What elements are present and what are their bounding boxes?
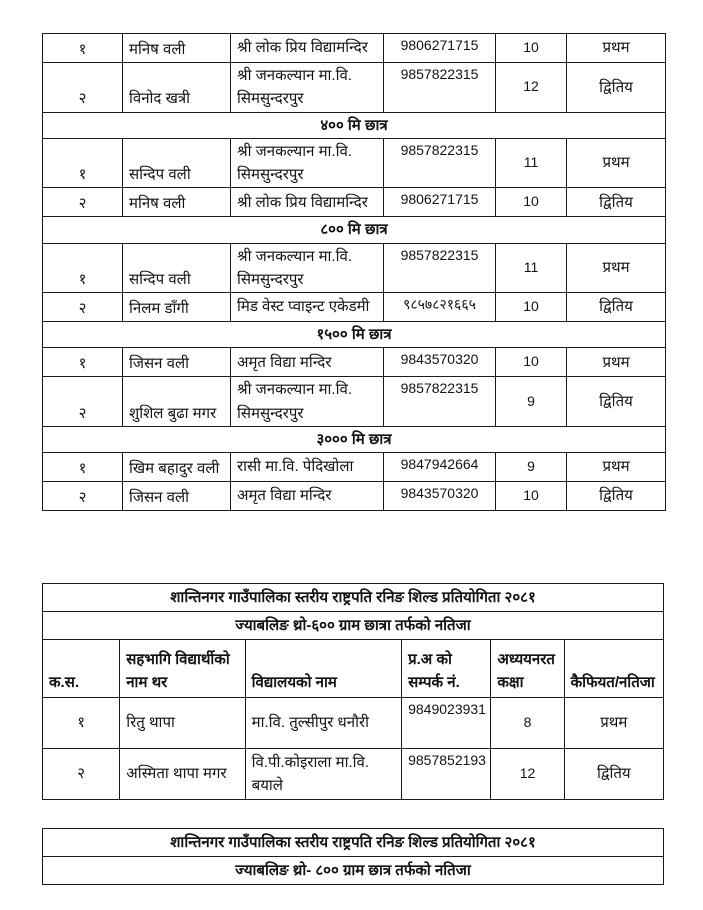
javelin-600-table	[42, 583, 664, 800]
event-section-title: ३००० मि छात्र	[43, 426, 666, 452]
school-cell: अमृत विद्या मन्दिर	[231, 482, 384, 511]
school-cell: श्री जनकल्यान मा.वि. सिमसुन्दरपुर	[231, 243, 384, 293]
result-cell: द्वितिय	[567, 293, 666, 322]
result-cell: प्रथम	[567, 243, 666, 293]
grade-cell: 9	[496, 453, 567, 482]
table-subtitle-row	[43, 612, 664, 640]
event-subtitle: ज्याबलिङ थ्रो- ८०० ग्राम छात्र तर्फको नतिजा	[43, 857, 664, 885]
grade-cell: 12	[496, 63, 567, 113]
grade-cell: 11	[496, 243, 567, 293]
result-cell: प्रथम	[567, 453, 666, 482]
grade-cell: 11	[496, 138, 567, 188]
table-title-row	[43, 584, 664, 612]
table-row	[43, 34, 666, 63]
table-row	[43, 188, 666, 217]
phone-cell: ९८५७८२१६६५	[384, 293, 496, 322]
grade-cell: 10	[496, 188, 567, 217]
phone-cell: 9857822315	[384, 377, 496, 427]
serial-cell: २	[43, 293, 123, 322]
name-cell: जिसन वली	[123, 482, 231, 511]
school-cell: श्री जनकल्यान मा.वि. सिमसुन्दरपुर	[231, 138, 384, 188]
grade-cell: 9	[496, 377, 567, 427]
result-cell: प्रथम	[567, 348, 666, 377]
name-cell: निलम डाँगी	[123, 293, 231, 322]
serial-cell: १	[43, 453, 123, 482]
serial-cell: २	[43, 749, 120, 800]
phone-cell: 9843570320	[384, 482, 496, 511]
table-title-row	[43, 829, 664, 857]
column-header-result: कैफियत/नतिजा	[564, 640, 663, 698]
name-cell: विनोद खत्री	[123, 63, 231, 113]
event-section-title: १५०० मि छात्र	[43, 322, 666, 348]
competition-title: शान्तिनगर गाउँपालिका स्तरीय राष्ट्रपति रनिङ शिल्ड प्रतियोगिता २०८१	[43, 584, 664, 612]
grade-cell: 10	[496, 482, 567, 511]
phone-cell: 9806271715	[384, 34, 496, 63]
table-row	[43, 453, 666, 482]
name-cell: जिसन वली	[123, 348, 231, 377]
table-row	[43, 63, 666, 113]
phone-cell: 9843570320	[384, 348, 496, 377]
school-cell: श्री जनकल्यान मा.वि. सिमसुन्दरपुर	[231, 377, 384, 427]
event-section-title: ४०० मि छात्र	[43, 112, 666, 138]
serial-cell: १	[43, 34, 123, 63]
result-cell: प्रथम	[567, 138, 666, 188]
result-cell: द्वितिय	[567, 377, 666, 427]
event-subtitle: ज्याबलिङ थ्रो-६०० ग्राम छात्रा तर्फको नतिजा	[43, 612, 664, 640]
school-cell: श्री जनकल्यान मा.वि. सिमसुन्दरपुर	[231, 63, 384, 113]
school-cell: रासी मा.वि. पेदिखोला	[231, 453, 384, 482]
column-header-grade: अध्ययनरत कक्षा	[491, 640, 564, 698]
serial-cell: १	[43, 243, 123, 293]
name-cell: रितु थापा	[120, 698, 245, 749]
serial-cell: २	[43, 188, 123, 217]
event-section-header-row	[43, 426, 666, 452]
result-cell: द्वितिय	[567, 482, 666, 511]
table-row	[43, 348, 666, 377]
table-row	[43, 698, 664, 749]
school-cell: श्री लोक प्रिय विद्यामन्दिर	[231, 34, 384, 63]
phone-cell: 9857822315	[384, 63, 496, 113]
serial-cell: १	[43, 698, 120, 749]
table-row	[43, 749, 664, 800]
competition-title: शान्तिनगर गाउँपालिका स्तरीय राष्ट्रपति रनिङ शिल्ड प्रतियोगिता २०८१	[43, 829, 664, 857]
school-cell: वि.पी.कोइराला मा.वि. बयाले	[245, 749, 401, 800]
name-cell: अस्मिता थापा मगर	[120, 749, 245, 800]
grade-cell: 10	[496, 348, 567, 377]
grade-cell: 12	[491, 749, 564, 800]
school-cell: अमृत विद्या मन्दिर	[231, 348, 384, 377]
serial-cell: २	[43, 482, 123, 511]
phone-cell: 9857822315	[384, 243, 496, 293]
name-cell: सन्दिप वली	[123, 243, 231, 293]
table-row	[43, 243, 666, 293]
phone-cell: 9857852193	[402, 749, 491, 800]
table-row	[43, 377, 666, 427]
table-header-row	[43, 640, 664, 698]
name-cell: मनिष वली	[123, 34, 231, 63]
school-cell: श्री लोक प्रिय विद्यामन्दिर	[231, 188, 384, 217]
name-cell: शुशिल बुढा मगर	[123, 377, 231, 427]
name-cell: मनिष वली	[123, 188, 231, 217]
phone-cell: 9849023931	[402, 698, 491, 749]
column-header-serial: क.स.	[43, 640, 120, 698]
grade-cell: 8	[491, 698, 564, 749]
table-row	[43, 293, 666, 322]
phone-cell: 9857822315	[384, 138, 496, 188]
result-cell: प्रथम	[564, 698, 663, 749]
serial-cell: २	[43, 63, 123, 113]
serial-cell: १	[43, 348, 123, 377]
grade-cell: 10	[496, 293, 567, 322]
event-section-title: ८०० मि छात्र	[43, 217, 666, 243]
event-section-header-row	[43, 112, 666, 138]
result-cell: द्वितिय	[567, 63, 666, 113]
result-cell: प्रथम	[567, 34, 666, 63]
phone-cell: 9847942664	[384, 453, 496, 482]
column-header-name: सहभागि विद्यार्थीको नाम थर	[120, 640, 245, 698]
table-row	[43, 138, 666, 188]
name-cell: सन्दिप वली	[123, 138, 231, 188]
column-header-school: विद्यालयको नाम	[245, 640, 401, 698]
serial-cell: २	[43, 377, 123, 427]
column-header-phone: प्र.अ को सम्पर्क नं.	[402, 640, 491, 698]
serial-cell: १	[43, 138, 123, 188]
grade-cell: 10	[496, 34, 567, 63]
event-section-header-row	[43, 322, 666, 348]
javelin-800-table	[42, 828, 664, 885]
table-subtitle-row	[43, 857, 664, 885]
event-section-header-row	[43, 217, 666, 243]
phone-cell: 9806271715	[384, 188, 496, 217]
school-cell: मा.वि. तुल्सीपुर धनौरी	[245, 698, 401, 749]
running-results-table	[42, 33, 666, 511]
name-cell: खिम बहादुर वली	[123, 453, 231, 482]
result-cell: द्वितिय	[564, 749, 663, 800]
school-cell: मिड वेस्ट प्वाइन्ट एकेडमी	[231, 293, 384, 322]
table-row	[43, 482, 666, 511]
result-cell: द्वितिय	[567, 188, 666, 217]
